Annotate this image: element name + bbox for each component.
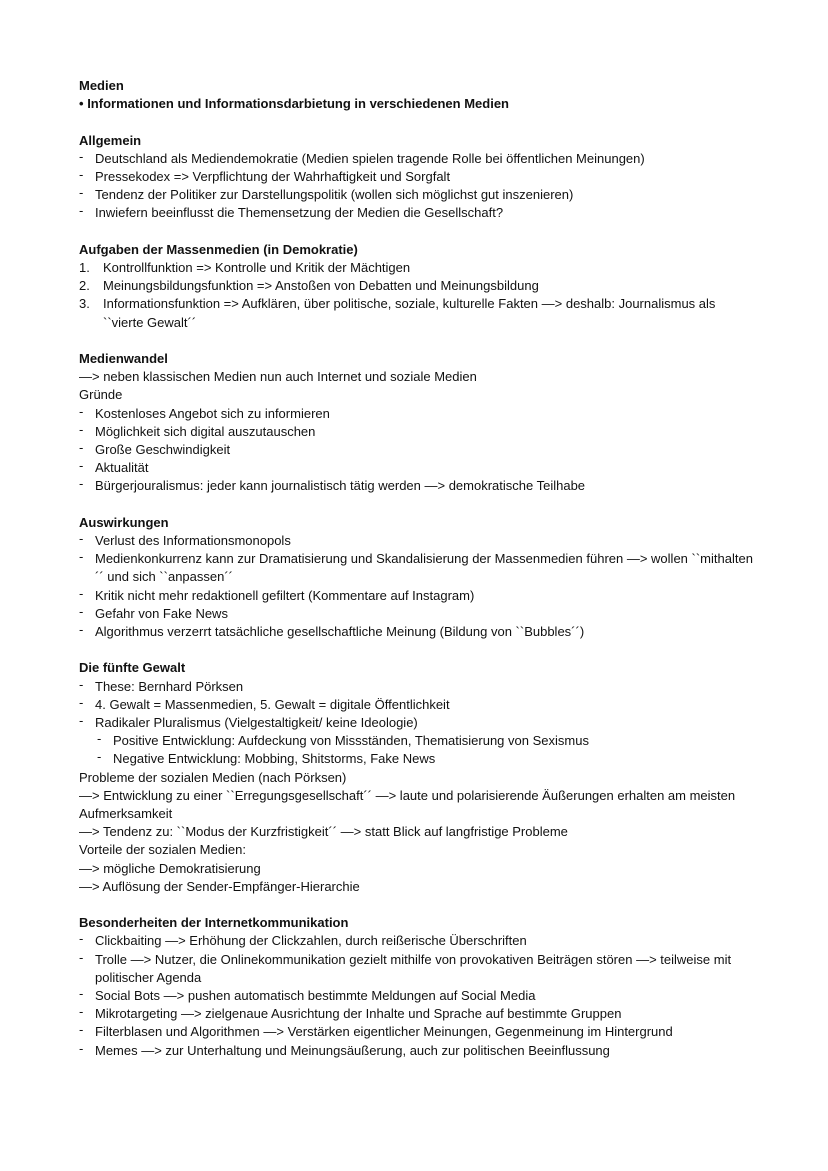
- list-item: - Clickbaiting —> Erhöhung der Clickzahlen, durch reißerische Überschriften: [79, 932, 759, 950]
- list-item: - Memes —> zur Unterhaltung und Meinungsäußerung, auch zur politischen Beeinflussung: [79, 1042, 759, 1060]
- heading-auswirkungen: Auswirkungen: [79, 514, 169, 530]
- gruende-label: Gründe: [79, 387, 123, 403]
- list-item: - Algorithmus verzerrt tatsächliche gesellschaftliche Meinung (Bildung von ``Bubbles´´): [79, 623, 759, 641]
- item-text: Informationsfunktion => Aufklären, über politische, soziale, kulturelle Fakten —> deshalb: Journalismus als ``vierte Gewalt´´: [103, 296, 716, 330]
- document-subtitle: [79, 95, 759, 113]
- heading-fuenfte-gewalt: Die fünfte Gewalt: [79, 660, 186, 676]
- item-number: 1.: [79, 260, 90, 275]
- list-aufgaben: [79, 259, 759, 332]
- sub-list-item: - Negative Entwicklung: Mobbing, Shitstorms, Fake News: [97, 750, 759, 768]
- list-item: [79, 277, 759, 295]
- list-item: - Möglichkeit sich digital auszutauschen: [79, 423, 759, 441]
- sub-list-item: - Positive Entwicklung: Aufdeckung von Missständen, Thematisierung von Sexismus: [97, 732, 759, 750]
- list-fuenfte-gewalt: [79, 678, 759, 733]
- text-line: Vorteile der sozialen Medien:: [79, 842, 246, 858]
- list-auswirkungen: [79, 532, 759, 641]
- list-item: - Kritik nicht mehr redaktionell gefiltert (Kommentare auf Instagram): [79, 587, 759, 605]
- list-internetkommunikation: [79, 932, 759, 1059]
- document-content: [79, 77, 759, 1060]
- list-item: - Verlust des Informationsmonopols: [79, 532, 759, 550]
- list-item: - 4. Gewalt = Massenmedien, 5. Gewalt = digitale Öffentlichkeit: [79, 696, 759, 714]
- document-title: Medien: [79, 78, 124, 93]
- list-medienwandel: [79, 405, 759, 496]
- list-item: - Kostenloses Angebot sich zu informieren: [79, 405, 759, 423]
- item-number: 3.: [79, 296, 90, 312]
- list-item: - Filterblasen und Algorithmen —> Verstärken eigentlicher Meinungen, Gegenmeinung im Hintergrund: [79, 1023, 759, 1041]
- item-text: Kontrollfunktion => Kontrolle und Kritik der Mächtigen: [103, 260, 411, 275]
- item-text: Meinungsbildungsfunktion => Anstoßen von Debatten und Meinungsbildung: [103, 278, 539, 294]
- list-item: - These: Bernhard Pörksen: [79, 678, 759, 696]
- list-item: - Medienkonkurrenz kann zur Dramatisierung und Skandalisierung der Massenmedien führen —> wollen ``mithalten´´ und sich ``anpassen´´: [79, 550, 759, 586]
- text-line: Probleme der sozialen Medien (nach Pörksen): [79, 769, 347, 785]
- heading-medienwandel: Medienwandel: [79, 351, 168, 366]
- list-item: - Bürgerjouralismus: jeder kann journalistisch tätig werden —> demokratische Teilhabe: [79, 477, 759, 495]
- list-item: - Pressekodex => Verpflichtung der Wahrhaftigkeit und Sorgfalt: [79, 168, 759, 186]
- list-item: - Mikrotargeting —> zielgenaue Ausrichtung der Inhalte und Sprache auf bestimmte Gruppen: [79, 1005, 759, 1023]
- subtitle-text: Informationen und Informationsdarbietung in verschiedenen Medien: [87, 96, 510, 112]
- list-item: - Tendenz der Politiker zur Darstellungspolitik (wollen sich möglichst gut inszenieren): [79, 186, 759, 204]
- list-allgemein: [79, 150, 759, 223]
- heading-aufgaben: Aufgaben der Massenmedien (in Demokratie): [79, 241, 358, 257]
- list-item: - Große Geschwindigkeit: [79, 441, 759, 459]
- list-item: - Gefahr von Fake News: [79, 605, 759, 623]
- list-item: [79, 259, 759, 277]
- heading-internetkommunikation: Besonderheiten der Internetkommunikation: [79, 915, 349, 931]
- bullet-symbol: •: [79, 96, 84, 112]
- text-line: —> Entwicklung zu einer ``Erregungsgesellschaft´´ —> laute und polarisierende Äußerungen erhalten am meisten Aufmerksamkeit: [79, 787, 736, 822]
- list-item: - Radikaler Pluralismus (Vielgestaltigkeit/ keine Ideologie): [79, 714, 759, 732]
- list-item: - Trolle —> Nutzer, die Onlinekommunikation gezielt mithilfe von provokativen Beiträgen stören —> teilweise mit politischer Agenda: [79, 951, 759, 987]
- text-line: —> Auflösung der Sender-Empfänger-Hierarchie: [79, 878, 360, 894]
- list-item: - Inwiefern beeinflusst die Themensetzung der Medien die Gesellschaft?: [79, 204, 759, 222]
- text-line: —> mögliche Demokratisierung: [79, 860, 261, 876]
- list-item: - Deutschland als Mediendemokratie (Medien spielen tragende Rolle bei öffentlichen Meinungen): [79, 150, 759, 168]
- medienwandel-intro: —> neben klassischen Medien nun auch Internet und soziale Medien: [79, 369, 477, 385]
- item-number: 2.: [79, 278, 90, 294]
- sublist-pluralismus: [79, 732, 759, 768]
- list-item: - Social Bots —> pushen automatisch bestimmte Meldungen auf Social Media: [79, 987, 759, 1005]
- heading-allgemein: Allgemein: [79, 132, 142, 148]
- list-item: - Aktualität: [79, 459, 759, 477]
- list-item: [79, 295, 759, 331]
- text-line: —> Tendenz zu: ``Modus der Kurzfristigkeit´´ —> statt Blick auf langfristige Probleme: [79, 824, 568, 840]
